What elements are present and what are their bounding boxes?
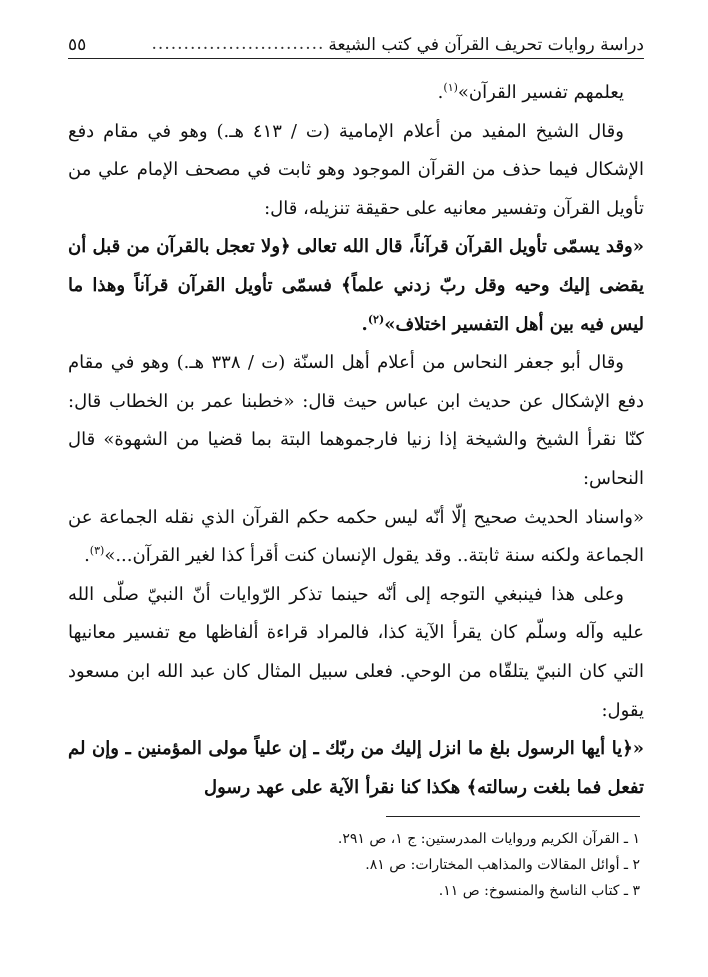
footnote-2: ٢ ـ أوائل المقالات والمذاهب المختارات: ص ٨١. (365, 857, 640, 873)
header-leader-dots: ........................... (151, 34, 325, 54)
paragraph-1: يعلمهم تفسير القرآن»$^{(١)}$. (437, 81, 624, 103)
page-number: ٥٥ (68, 35, 87, 55)
footnotes (220, 826, 640, 904)
paragraph-nahhas: وقال أبو جعفر النحاس من أعلام أهل السنّة (ت / ٣٣٨ هـ.) وهو في مقام دفع الإشكال عن حديث ابن عباس حيث قال: «خطبنا عمر بن الخطاب قال: كنّا نقرأ الشيخ والشيخة إذا زنيا فارجموهما البتة بما قضيا من الشهوة» قال النحاس: (68, 352, 644, 489)
paragraph-mufid: وقال الشيخ المفيد من أعلام الإمامية (ت / ٤١٣ هـ.) وهو في مقام دفع الإشكال فيما حذف من القرآن الموجود وهو ثابت في مصحف الإمام علي من تأويل القرآن وتفسير معانيه على حقيقة تنزيله، قال: (68, 120, 644, 219)
paragraph-conclusion: وعلى هذا فينبغي التوجه إلى أنّه حينما تذكر الرّوايات أنّ النبيّ صلّى الله عليه وآله وسلّم كان يقرأ الآية كذا، فالمراد قراءة ألفاظها مع تفسير معانيها التي كان النبيّ يتلقّاه من الوحي. فعلى سبيل المثال كان عبد الله ابن مسعود يقول: (68, 583, 644, 721)
paragraph-1-text: يعلمهم تفسير القرآن» (457, 82, 624, 103)
running-header (68, 30, 644, 59)
footnote-ref-1: (١) (443, 81, 458, 94)
quote-mufid: «وقد يسمّى تأويل القرآن قرآناً، قال الله تعالى ﴿ولا تعجل بالقرآن من قبل أن يقضى إليك وحيه وقل ربّ زدني علماً﴾ فسمّى تأويل القرآن قرآناً وهذا ما ليس فيه بين أهل التفسير اختلاف»$^{(٢)}$. (68, 236, 644, 335)
footnote-divider (386, 816, 640, 817)
quote-nahhas: «واسناد الحديث صحيح إلّا أنّه ليس حكمه حكم القرآن الذي نقله الجماعة عن الجماعة ولكنه سنة ثابتة.. وقد يقول الإنسان كنت أقرأ كذا لغير القرآن...»$^{(٣)}$. (68, 506, 644, 567)
header-title: دراسة روايات تحريف القرآن في كتب الشيعة (328, 35, 644, 55)
quote-ibn-masud: «﴿يا أيها الرسول بلغ ما انزل إليك من ربّك ـ إن علياً مولى المؤمنين ـ وإن لم تفعل فما بلغت رسالته﴾ هكذا كنا نقرأ الآية على عهد رسول (68, 738, 644, 798)
footnote-ref-3: (٣) (89, 544, 105, 558)
footnote-3: ٣ ـ كتاب الناسخ والمنسوخ: ص ١١. (438, 883, 640, 899)
quote-mufid-text: «وقد يسمّى تأويل القرآن قرآناً، قال الله تعالى ﴿ولا تعجل بالقرآن من قبل أن يقضى إليك وحيه وقل ربّ زدني علماً﴾ فسمّى تأويل القرآن قرآناً وهذا ما ليس فيه بين أهل التفسير اختلاف» (68, 236, 644, 335)
body-text (68, 74, 644, 807)
footnote-ref-2: (٢) (367, 312, 385, 326)
quote-nahhas-text: «واسناد الحديث صحيح إلّا أنّه ليس حكمه حكم القرآن الذي نقله الجماعة عن الجماعة ولكنه سنة ثابتة.. وقد يقول الإنسان كنت أقرأ كذا لغير القرآن...» (68, 506, 644, 567)
footnote-1: ١ ـ القرآن الكريم وروايات المدرستين: ج ١، ص ٢٩١. (337, 831, 640, 847)
